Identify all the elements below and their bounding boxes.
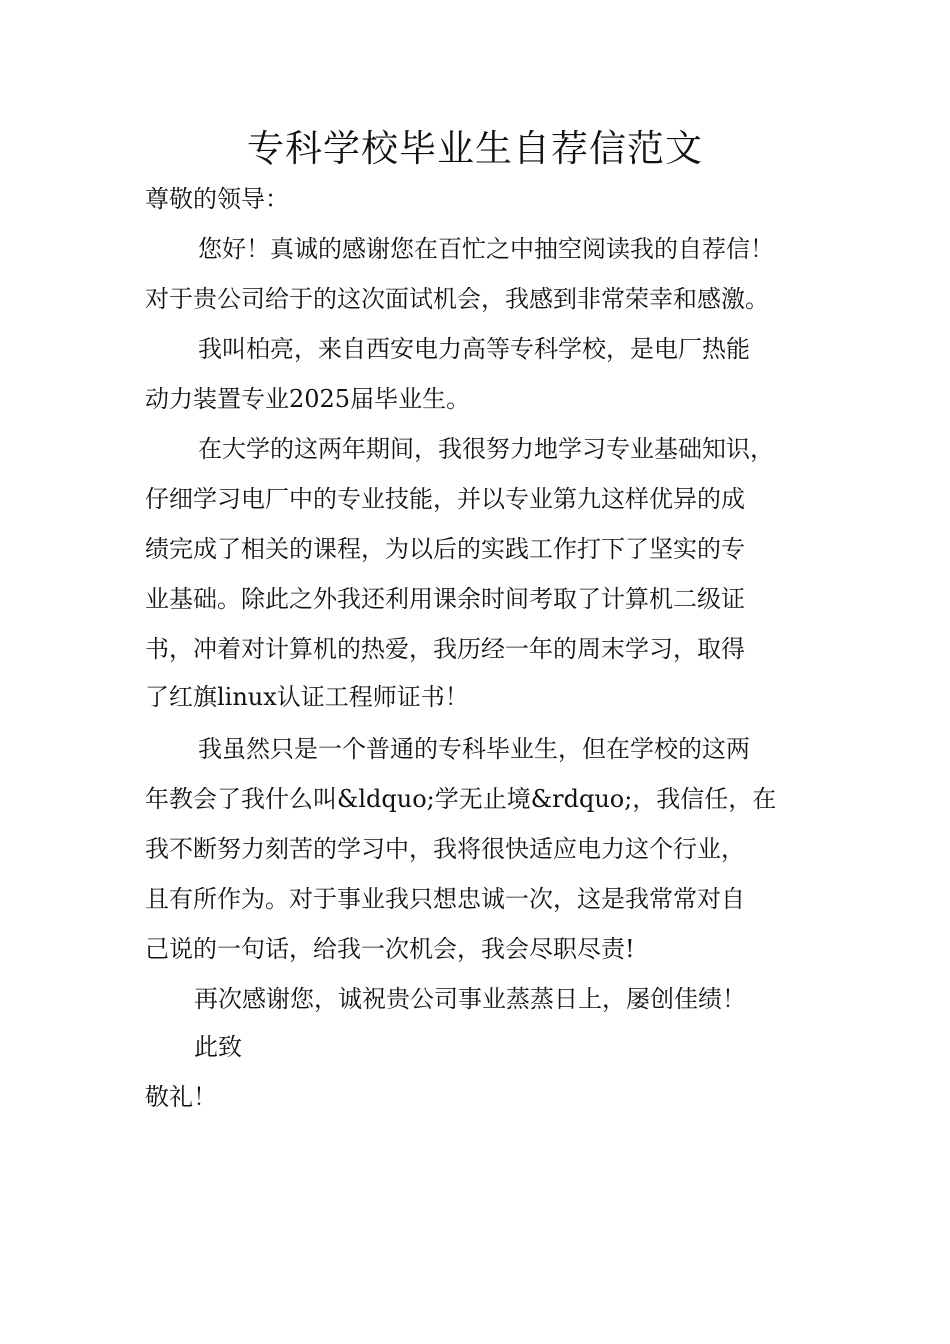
paragraph-4-line-1: 我虽然只是一个普通的专科毕业生，但在学校的这两 <box>198 735 750 763</box>
paragraph-4-line-3: 我不断努力刻苦的学习中，我将很快适应电力这个行业， <box>145 835 745 863</box>
paragraph-2-line-1: 我叫柏亮，来自西安电力高等专科学校，是电厂热能 <box>198 335 750 363</box>
paragraph-1-line-1: 您好！真诚的感谢您在百忙之中抽空阅读我的自荐信！ <box>198 235 774 263</box>
paragraph-3-line-5: 书，冲着对计算机的热爱，我历经一年的周末学习，取得 <box>145 635 745 663</box>
paragraph-3-line-2: 仔细学习电厂中的专业技能，并以专业第九这样优异的成 <box>145 485 745 513</box>
paragraph-4-line-4: 且有所作为。对于事业我只想忠诚一次，这是我常常对自 <box>145 885 745 913</box>
paragraph-2-line-2: 动力装置专业2025届毕业生。 <box>145 385 471 413</box>
page-title: 专科学校毕业生自荐信范文 <box>247 127 703 170</box>
closing: 此致 <box>194 1033 242 1061</box>
paragraph-3-line-1: 在大学的这两年期间，我很努力地学习专业基础知识， <box>198 435 774 463</box>
salutation: 尊敬的领导： <box>145 185 289 213</box>
paragraph-3-line-3: 绩完成了相关的课程，为以后的实践工作打下了坚实的专 <box>145 535 745 563</box>
paragraph-1-line-2: 对于贵公司给于的这次面试机会，我感到非常荣幸和感激。 <box>145 285 769 313</box>
paragraph-4-line-5: 己说的一句话，给我一次机会，我会尽职尽责! <box>145 935 635 963</box>
paragraph-5-line-1: 再次感谢您，诚祝贵公司事业蒸蒸日上，屡创佳绩！ <box>194 985 746 1013</box>
paragraph-3-line-6: 了红旗linux认证工程师证书！ <box>145 683 469 711</box>
paragraph-4-line-2: 年教会了我什么叫&ldquo;学无止境&rdquo;，我信任，在 <box>145 785 777 813</box>
paragraph-3-line-4: 业基础。除此之外我还利用课余时间考取了计算机二级证 <box>145 585 745 613</box>
regards: 敬礼！ <box>145 1083 217 1111</box>
